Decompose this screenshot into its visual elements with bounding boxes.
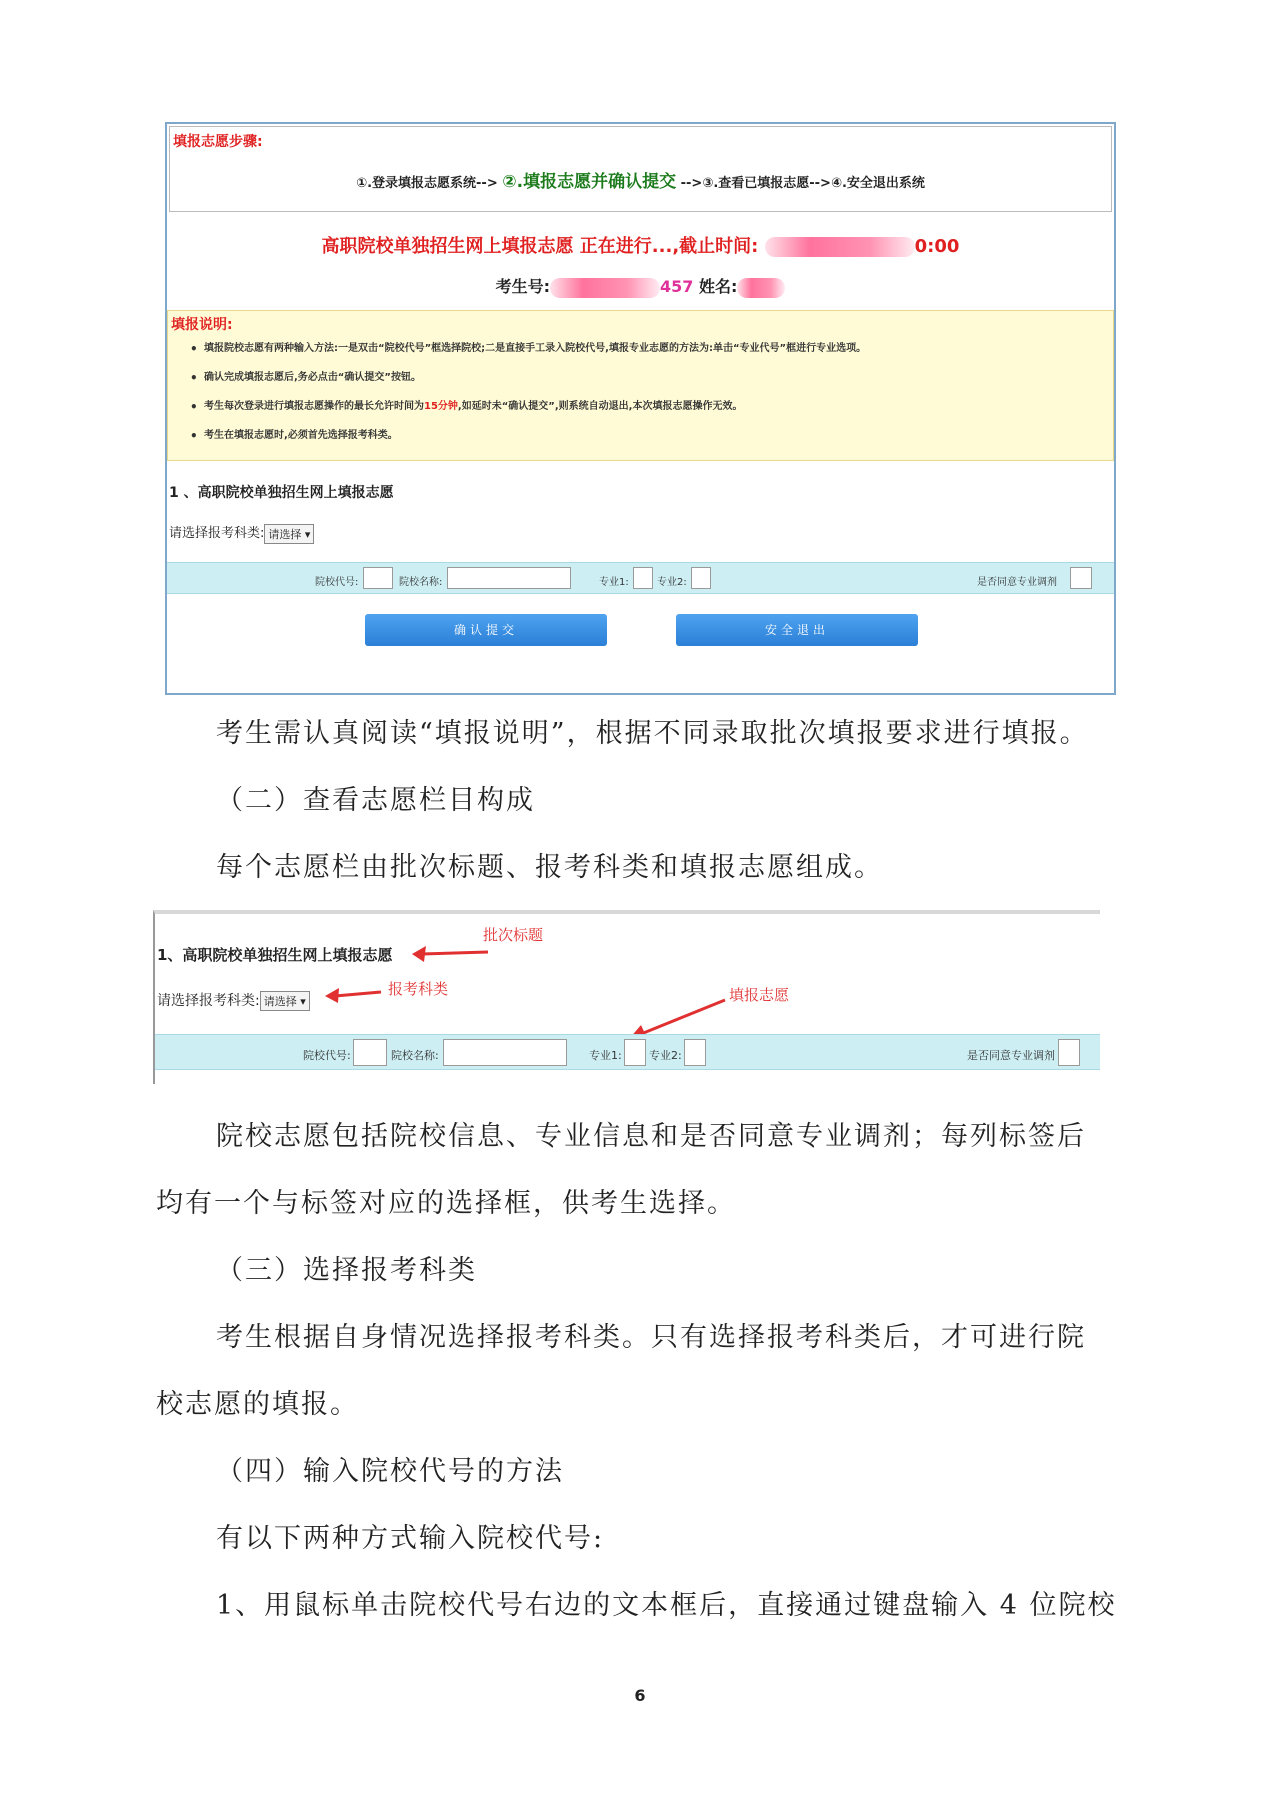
major2-label: 专业2:	[649, 1049, 682, 1062]
category-row	[157, 990, 310, 1011]
instruction-item	[190, 426, 866, 455]
exam-info-line	[167, 274, 1114, 298]
paragraph: 院校志愿包括院校信息、专业信息和是否同意专业调剂；每列标签后	[216, 1121, 1086, 1152]
section-heading: （三）选择报考科类	[216, 1255, 477, 1286]
agree-adjust-input[interactable]	[1070, 567, 1092, 589]
school-code-input[interactable]	[353, 1039, 387, 1066]
redacted-deadline	[765, 237, 915, 257]
batch-title: 1 、高职院校单独招生网上填报志愿	[169, 485, 394, 501]
arrow-icon	[323, 982, 383, 1008]
batch-title: 1、高职院校单独招生网上填报志愿	[157, 946, 393, 964]
major2-label: 专业2:	[657, 577, 687, 588]
instruction-text: 确认完成填报志愿后,务必点击“确认提交”按钮。	[204, 372, 421, 383]
instruction-text: ,如延时未“确认提交”,则系统自动退出,本次填报志愿操作无效。	[457, 401, 743, 412]
paragraph: 考生根据自身情况选择报考科类。只有选择报考科类后，才可进行院	[216, 1322, 1086, 1353]
steps-panel	[169, 126, 1112, 212]
arrow-icon	[410, 938, 490, 968]
major1-label: 专业1:	[599, 577, 629, 588]
paragraph: 校志愿的填报。	[156, 1389, 359, 1420]
steps-title: 填报志愿步骤:	[173, 134, 263, 150]
agree-adjust-label: 是否同意专业调剂	[977, 577, 1057, 588]
paragraph: 均有一个与标签对应的选择框，供考生选择。	[156, 1188, 736, 1219]
chevron-down-icon: ▾	[304, 527, 311, 541]
school-code-input[interactable]	[363, 567, 393, 589]
instruction-text: 考生在填报志愿时,必须首先选择报考科类。	[204, 430, 398, 441]
volunteer-form-row	[167, 562, 1114, 594]
page-number: 6	[634, 1686, 646, 1705]
instruction-item	[190, 397, 866, 426]
school-name-label: 院校名称:	[399, 577, 443, 588]
submit-button[interactable]: 确认提交	[365, 614, 607, 646]
screenshot-volunteer-structure	[153, 910, 1100, 1084]
paragraph: 1、用鼠标单击院校代号右边的文本框后，直接通过键盘输入 4 位院校	[216, 1590, 1117, 1621]
status-text: 高职院校单独招生网上填报志愿 正在进行...,截止时间:	[321, 236, 759, 257]
agree-adjust-input[interactable]	[1058, 1039, 1080, 1066]
instructions-title: 填报说明:	[171, 317, 233, 333]
instructions-panel	[167, 310, 1114, 461]
redacted-exam-no	[550, 278, 660, 298]
paragraph: 考生需认真阅读“填报说明”，根据不同录取批次填报要求进行填报。	[216, 718, 1089, 749]
step-login: ①.登录填报志愿系统-->	[356, 176, 498, 191]
agree-adjust-label: 是否同意专业调剂	[967, 1049, 1055, 1062]
major1-input[interactable]	[624, 1039, 646, 1066]
exit-button[interactable]: 安全退出	[676, 614, 918, 646]
instruction-item	[190, 339, 866, 368]
category-label: 请选择报考科类:	[169, 526, 265, 541]
major2-input[interactable]	[684, 1039, 706, 1066]
name-label: 姓名:	[698, 277, 738, 296]
school-name-label: 院校名称:	[391, 1049, 439, 1062]
status-line	[167, 232, 1114, 258]
step-current: ②.填报志愿并确认提交	[502, 172, 677, 192]
category-label: 请选择报考科类:	[157, 993, 260, 1009]
category-row	[169, 522, 314, 544]
section-heading: （二）查看志愿栏目构成	[216, 785, 535, 816]
category-select-value: 请选择	[268, 527, 302, 541]
section-heading: （四）输入院校代号的方法	[216, 1456, 564, 1487]
instruction-text: 考生每次登录进行填报志愿操作的最长允许时间为	[204, 401, 424, 412]
category-select[interactable]	[260, 991, 310, 1011]
exam-label: 考生号:	[495, 277, 550, 296]
major1-input[interactable]	[633, 567, 653, 589]
step-rest: -->③.查看已填报志愿-->④.安全退出系统	[680, 176, 925, 191]
major2-input[interactable]	[691, 567, 711, 589]
instruction-highlight: 15分钟	[424, 401, 458, 412]
steps-line	[170, 167, 1111, 192]
annotation-category: 报考科类	[388, 980, 449, 998]
redacted-name	[737, 278, 785, 298]
major1-label: 专业1:	[589, 1049, 622, 1062]
paragraph: 每个志愿栏由批次标题、报考科类和填报志愿组成。	[216, 852, 883, 883]
chevron-down-icon: ▾	[300, 995, 306, 1008]
school-code-label: 院校代号:	[315, 577, 359, 588]
exam-no-tail: 457	[660, 277, 694, 296]
status-time-tail: 0:00	[914, 236, 960, 257]
category-select[interactable]	[264, 524, 314, 544]
screenshot-registration-page	[165, 122, 1116, 695]
annotation-fill: 填报志愿	[729, 986, 790, 1004]
school-name-input[interactable]	[447, 567, 571, 589]
volunteer-form-row	[155, 1034, 1100, 1070]
instruction-item	[190, 368, 866, 397]
category-select-value: 请选择	[263, 995, 297, 1008]
instruction-text: 填报院校志愿有两种输入方法:一是双击“院校代号”框选择院校;二是直接手工录入院校代号,填报专业志愿的方法为:单击“专业代号”框进行专业选项。	[204, 343, 867, 354]
instructions-list	[190, 339, 866, 455]
annotation-batch-title: 批次标题	[483, 926, 544, 944]
school-code-label: 院校代号:	[303, 1049, 351, 1062]
paragraph: 有以下两种方式输入院校代号:	[216, 1523, 605, 1554]
school-name-input[interactable]	[443, 1039, 567, 1066]
